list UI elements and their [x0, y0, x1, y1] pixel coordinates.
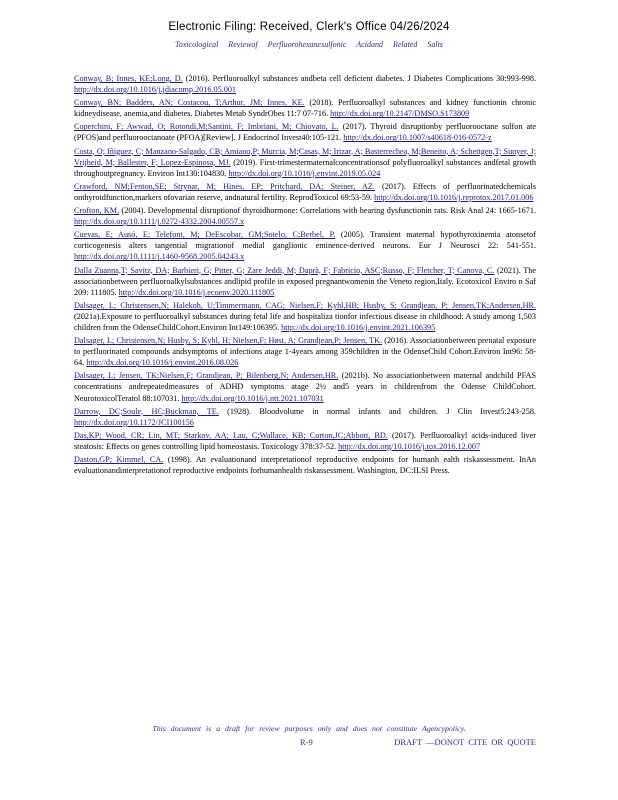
reference-doi-link[interactable]: http://dx.doi.org/10.1016/j.envint.2019.05.024 [228, 168, 381, 178]
reference-authors[interactable]: Crawford, NM;Fenton,SE; Strynar, M; Hines, EP; Pritchard, DA; Steiner, AZ. [74, 181, 375, 191]
reference-doi-link[interactable]: http://dx.doi.org/10.1111/j.0272-4332.2004.00557.x [74, 217, 245, 227]
reference-authors[interactable]: Dalsager, L; Jensen, TK;Nielsen,F; Grandjean, P; Bilenberg,N; Andersen,HR. [74, 371, 339, 381]
reference-authors[interactable]: Dalsager, L; Christensen,N; Husby, S; Kyhl, H; Nielsen,F; Høst, A; Grandjean,P; Jensen, TK. [74, 336, 383, 346]
reference-authors[interactable]: Coperchini, F; Awwad, O; Rotondi,M;Santini, F; Imbriani, M; Chiovato, L. [74, 122, 339, 132]
reference-entry [74, 300, 536, 333]
reference-authors[interactable]: Costa, O; Iñiguez, C; Manzano-Salgado, CB; Amiano,P; Murcia, M;Casas, M; Irizar, A; Basterrechea, M;Beneito, A; Schettgen,T; Sunyer, J; Vrijheid, M; Ballester, F; Lopez-Espinosa, MJ. [74, 146, 536, 167]
reference-entry [74, 73, 536, 95]
footer-disclaimer: This document is a draft for review purposes only and does not constitute Agencypolicy. [152, 724, 466, 733]
reference-text: (2016). Associationbetween prenatal exposure to perfluorinated compounds andsymptoms of infections atage 1-4years among 359children in the OdenseChild Cohort.Environ Int96: 58-64. [74, 336, 537, 368]
reference-text: (2018). Perfluoroalkyl substances and kidney functionin chronic kidneydisease, anemia,and diabetes. Diabetes Metab SyndrObes 11:7 07-716. [74, 98, 537, 119]
filing-stamp: Electronic Filing: Received, Clerk's Office 04/26/2024 [168, 21, 450, 33]
reference-entry [74, 335, 536, 368]
reference-doi-link[interactable]: http://dx.doi.org/10.1111/j.1460-9568.2005.04243.x [74, 252, 245, 262]
reference-authors[interactable]: Conway, B; Innes, KE;Long, D. [74, 74, 183, 83]
reference-text: (2017). Thyroid disruptionby perfluorooctane sulfon ate (PFOS)and perfluorooctanoate (PFOA)[Review]. J Endocrinol Invest40:105-121. [74, 122, 536, 143]
reference-doi-link[interactable]: http://dx.doi.org/10.1016/j.ntt.2021.107031 [181, 393, 324, 403]
reference-text: (2017). Effects of perfluorinatedchemicals onthyroidfunction,markers ofovarian reserve, andnatural fertility. ReprodToxicol 69:53-59. [74, 181, 537, 202]
reference-authors[interactable]: Crofton, KM. [74, 206, 120, 216]
reference-authors[interactable]: Darrow, DC;Soule, HC;Buckman, TE. [74, 406, 219, 416]
reference-entry [74, 121, 536, 143]
footer-row [0, 737, 618, 749]
reference-text: (2019). First-trimestermaternalconcentrationsof polyfluoroalkyl substances andfetal growth throughoutpregnancy. Environ Int130:104830. [74, 157, 536, 178]
reference-doi-link[interactable]: http://dx.doi.org/10.1007/s40618-016-0572-z [343, 133, 492, 143]
reference-entry [74, 430, 536, 452]
reference-doi-link[interactable]: http://dx.doi.org/10.1016/j.ecoenv.2020.111805 [118, 287, 275, 297]
reference-text: (2016). Perfluoroalkyl substances andbeta cell deficient diabetes. J Diabetes Complications 30:993-998. [185, 74, 536, 83]
reference-entry [74, 205, 536, 227]
reference-text: (2004). Developmental disruptionof thyroidhormone: Correlations with hearing dysfunctionin rats. Risk Anal 24: 1665-1671. [121, 206, 536, 216]
reference-text: (2021a).Exposure to perfluoroalkyl substances during fetal life and hospitaliza tionfor infectious disease in childhood: A study among 1,503 children from the OdenseChildCohort.Environ Int149:106395. [74, 311, 536, 332]
reference-entry [74, 406, 536, 428]
reference-doi-link[interactable]: http://dx.doi.org/10.1172/JCI100156 [74, 417, 194, 427]
reference-authors[interactable]: Dalsager, L; Christensen,N; Halekoh, U;Timmermann, CAG; Nielsen,F; Kyhl,HB; Husby, S; Grandjean, P; Jensen,TK;Andersen,HR. [74, 300, 536, 310]
reference-text: (2021). The associationbetween perfluoroalkylsubstances andlipid profile in exposed pregnantwomenin the Veneto region,Italy. Ecotoxicol Enviro n Saf 209: 111805. [74, 265, 536, 297]
reference-entry [74, 370, 536, 403]
reference-entry [74, 181, 536, 203]
draft-label: DRAFT —DONOT CITE OR QUOTE [394, 737, 536, 747]
page-number: R-9 [300, 737, 313, 747]
document-title: Toxicological Reviewof Perfluorohexanesulfonic Acidand Related Salts [175, 40, 443, 49]
reference-doi-link[interactable]: http://dx.doi.org/10.1016/j.envint.2016.08.026 [86, 358, 239, 368]
reference-doi-link[interactable]: http://dx.doi.org/10.1016/j.tox.2016.12.007 [338, 441, 481, 451]
reference-authors[interactable]: Cuevas, E; Ausó, E; Telefont, M; DeEscobar, GM;Sotelo, C;Berbel, P. [74, 230, 336, 240]
reference-text: (2017). Perfluoroalkyl acids-induced liver steatosis: Effects on genes controlling lipid homeostasis. Toxicology 378:37-52. [74, 430, 537, 451]
reference-text: (2021b). No associationbetween maternal andchild PFAS concentrations andrepeatedmeasures of ADHD symptoms atage 2½ and5 years in childrenfrom the Odense ChildCohort. NeurotoxicolTeratol 88:107031. [74, 371, 536, 403]
reference-authors[interactable]: Dalla Zuanna,T; Savitz, DA; Barbieri, G; Pitter, G; Zare Jeddi, M; Daprà, F; Fabricio, ASC;Russo, F; Fletcher, T; Canova, C. [74, 265, 495, 275]
reference-authors[interactable]: Daston,GP; Kimmel, CA. [74, 455, 164, 464]
reference-authors[interactable]: Das,KP; Wood, CR; Lin, MT; Starkov, AA; Lau, C;Wallace, KB; Corton,JC;Abbott, BD. [74, 430, 388, 440]
reference-doi-link[interactable]: http://dx.doi.org/10.1016/j.envint.2021.106395 [281, 322, 436, 332]
reference-doi-link[interactable]: http://dx.doi.org/10.2147/DMSO.S173809 [330, 109, 470, 119]
reference-list [74, 73, 536, 478]
reference-entry [74, 454, 536, 476]
reference-entry [74, 229, 536, 262]
reference-text: (1998). An evaluationand interpretationof reproductive endpoints for humanh ealth riskassessment. InAn evaluationandinterpretationof reproductive endpoints forhumanhealth riskassessment. Washington, DC:ILSI Press. [74, 455, 536, 476]
reference-authors[interactable]: Conway, BN; Badders, AN; Costacou, T;Arthur, JM; Innes, KE. [74, 98, 305, 108]
reference-text: (2005). Transient maternal hypothyroxinemia atonsetof corticogenesis alters tangential migrationof medial ganglionic eminence-derived neurons. Eur J Neurosci 22: 541-551. [74, 230, 536, 251]
reference-entry [74, 265, 536, 298]
reference-entry [74, 146, 536, 179]
reference-doi-link[interactable]: http://dx.doi.org/10.1016/j.reprotox.2017.01.006 [374, 192, 534, 202]
reference-entry [74, 97, 536, 119]
reference-doi-link[interactable]: http://dx.doi.org/10.1016/j.jdiacomp.2016.05.001 [74, 85, 237, 95]
reference-text: (1928). Bloodvolume in normal infants and children. J Clin Invest5:243-258. [227, 406, 537, 416]
